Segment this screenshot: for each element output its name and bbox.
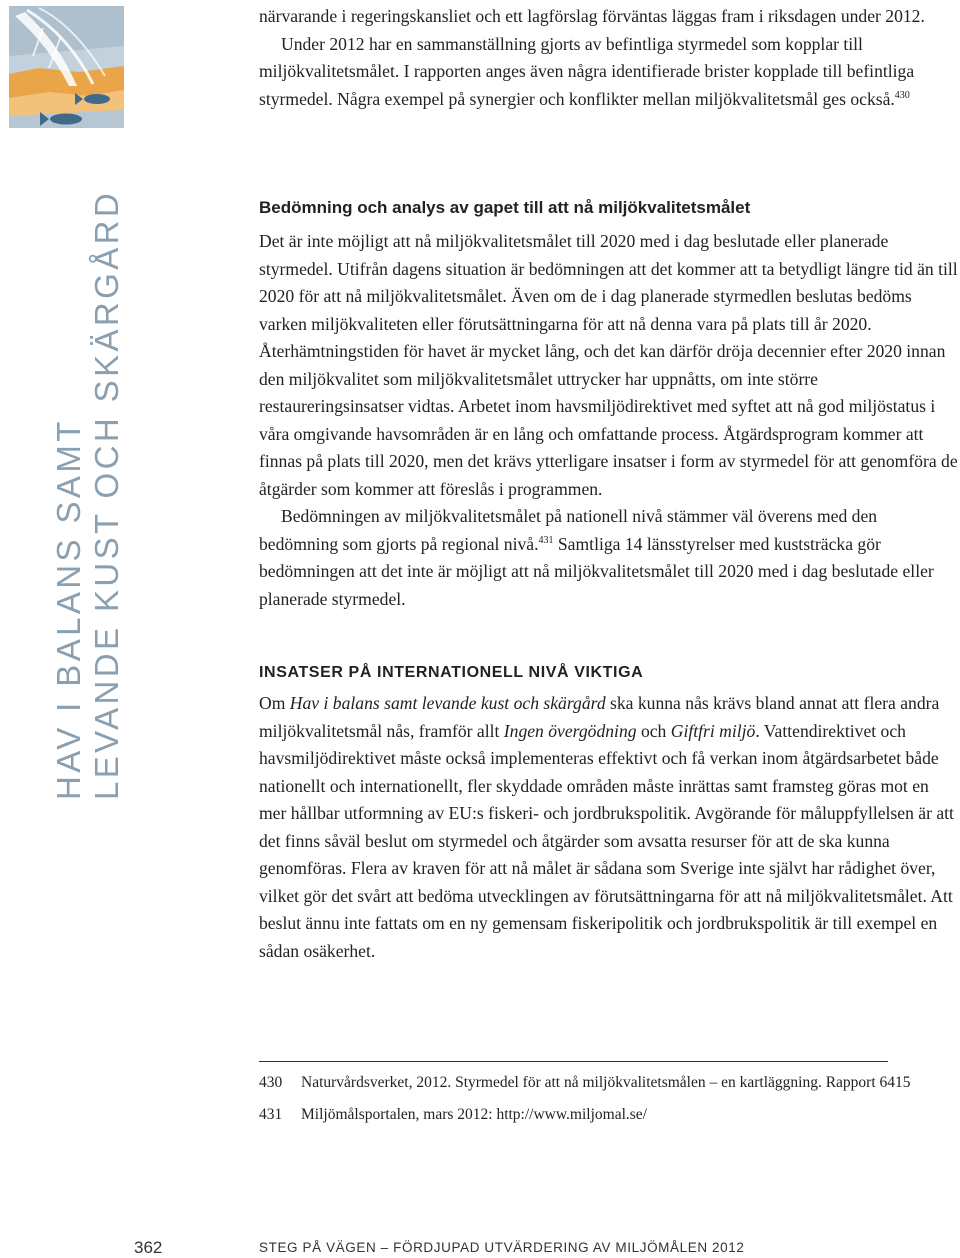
international-paragraph: Om Hav i balans samt levande kust och skärgård ska kunna nås krävs bland annat att flera andra miljökvalitetsmål nås, framför allt Ingen övergödning och Giftfri miljö. Vattendirektivet och havsmiljödirektivet måste också implementeras effektivt och få verkan inom åtgärdsarbetet både nationellt och internationellt, fler skyddade områden måste inrättas samt framsteg göras mot en mer hållbar utformning av EU:s fiskeri- och jordbrukspolitik. Avgörande för måluppfyllelsen är att det finns såväl beslut om styrmedel och åtgärder som avsatta resurser för att de ska kunna genomföras. Flera av kraven för att nå målet är sådana som Sverige inte självt har rådighet över, vilket gör det svårt att bedöma utvecklingen av förutsättningarna för att nå miljökvalitetsmålet. Att beslut ännu inte fattats om en ny gemensam fiskeripolitik och jordbrukspolitik är till exempel en sådan osäkerhet. bbox=[259, 693, 954, 961]
footnote-item bbox=[259, 1072, 959, 1093]
footnote-number: 431 bbox=[259, 1106, 283, 1123]
logo-boat-fish-illustration bbox=[9, 6, 124, 128]
footnote-ref-431: 431 bbox=[538, 534, 554, 546]
section-heading-assessment: Bedömning och analys av gapet till att nå miljökvalitetsmålet bbox=[259, 198, 751, 217]
footnote-ref-430: 430 bbox=[894, 89, 910, 101]
footnote-text: Naturvårdsverket, 2012. Styrmedel för att nå miljökvalitetsmålen – en kartläggning. Rapport 6415 bbox=[301, 1074, 911, 1091]
footnote-text: Miljömålsportalen, mars 2012: http://www.miljomal.se/ bbox=[301, 1106, 647, 1123]
assessment-paragraph-1: Det är inte möjligt att nå miljökvalitetsmålet till 2020 med i dag beslutade eller planerade styrmedel. Utifrån dagens situation är bedömningen att det kommer att ta betydligt längre tid än till 2020 för att nå miljökvalitetsmålet. Även om de i dag planerade styrmedlen beslutas bedöms varken miljökvaliteten eller förutsättningarna för att nå denna vara på plats till år 2020. Återhämtningstiden för havet är mycket lång, och det kan därför dröja decennier efter 2020 innan den miljökvalitet som miljökvalitetsmålet uttrycker har uppnåtts, om inte större restaureringsinsatser vidtas. Arbetet inom havsmiljödirektivet med syftet att nå god miljöstatus i våra omgivande havsområden är en lång och omfattande process. Åtgärdsprogram kommer att finnas på plats till 2020, men det krävs ytterligare insatser i form av styrmedel för att genomföra de åtgärder som kommer att föreslås i programmen. bbox=[259, 231, 958, 499]
section-international-body bbox=[259, 690, 959, 965]
footnote-item bbox=[259, 1104, 959, 1125]
section-assessment-body bbox=[259, 228, 959, 613]
footnote-number: 430 bbox=[259, 1074, 283, 1091]
sidebar-title-line1: HAV I BALANS SAMT bbox=[50, 418, 87, 800]
section-heading-international: INSATSER PÅ INTERNATIONELL NIVÅ VIKTIGA bbox=[259, 664, 644, 681]
footnote-divider bbox=[259, 1061, 888, 1062]
sidebar-chapter-title bbox=[50, 189, 126, 800]
intro-paragraph-1: närvarande i regeringskansliet och ett lagförslag förväntas läggas fram i riksdagen under 2012. bbox=[259, 6, 925, 26]
intro-paragraph-2: Under 2012 har en sammanställning gjorts av befintliga styrmedel som kopplar till miljökvalitetsmålet. I rapporten anges även några identifierade brister kopplade till befintliga styrmedel. Några exempel på synergier och konflikter mellan miljökvalitetsmål ges också.$^{430}$ bbox=[259, 33, 915, 109]
assessment-paragraph-2: Bedömningen av miljökvalitetsmålet på nationell nivå stämmer väl överens med den bedömning som gjorts på regional nivå.$^{431}$ Samtliga 14 länsstyrelser med kuststräcka gör bedömningen att det inte är möjligt att nå miljökvalitetsmålet till 2020 med i dag beslutade eller planerade styrmedel. bbox=[259, 506, 934, 609]
intro-text bbox=[259, 3, 959, 113]
running-footer-title: STEG PÅ VÄGEN – FÖRDJUPAD UTVÄRDERING AV MILJÖMÅLEN 2012 bbox=[259, 1240, 745, 1255]
page-number: 362 bbox=[134, 1238, 163, 1257]
footnotes bbox=[259, 1072, 959, 1136]
sidebar-title-line2: LEVANDE KUST OCH SKÄRGÅRD bbox=[88, 189, 125, 800]
